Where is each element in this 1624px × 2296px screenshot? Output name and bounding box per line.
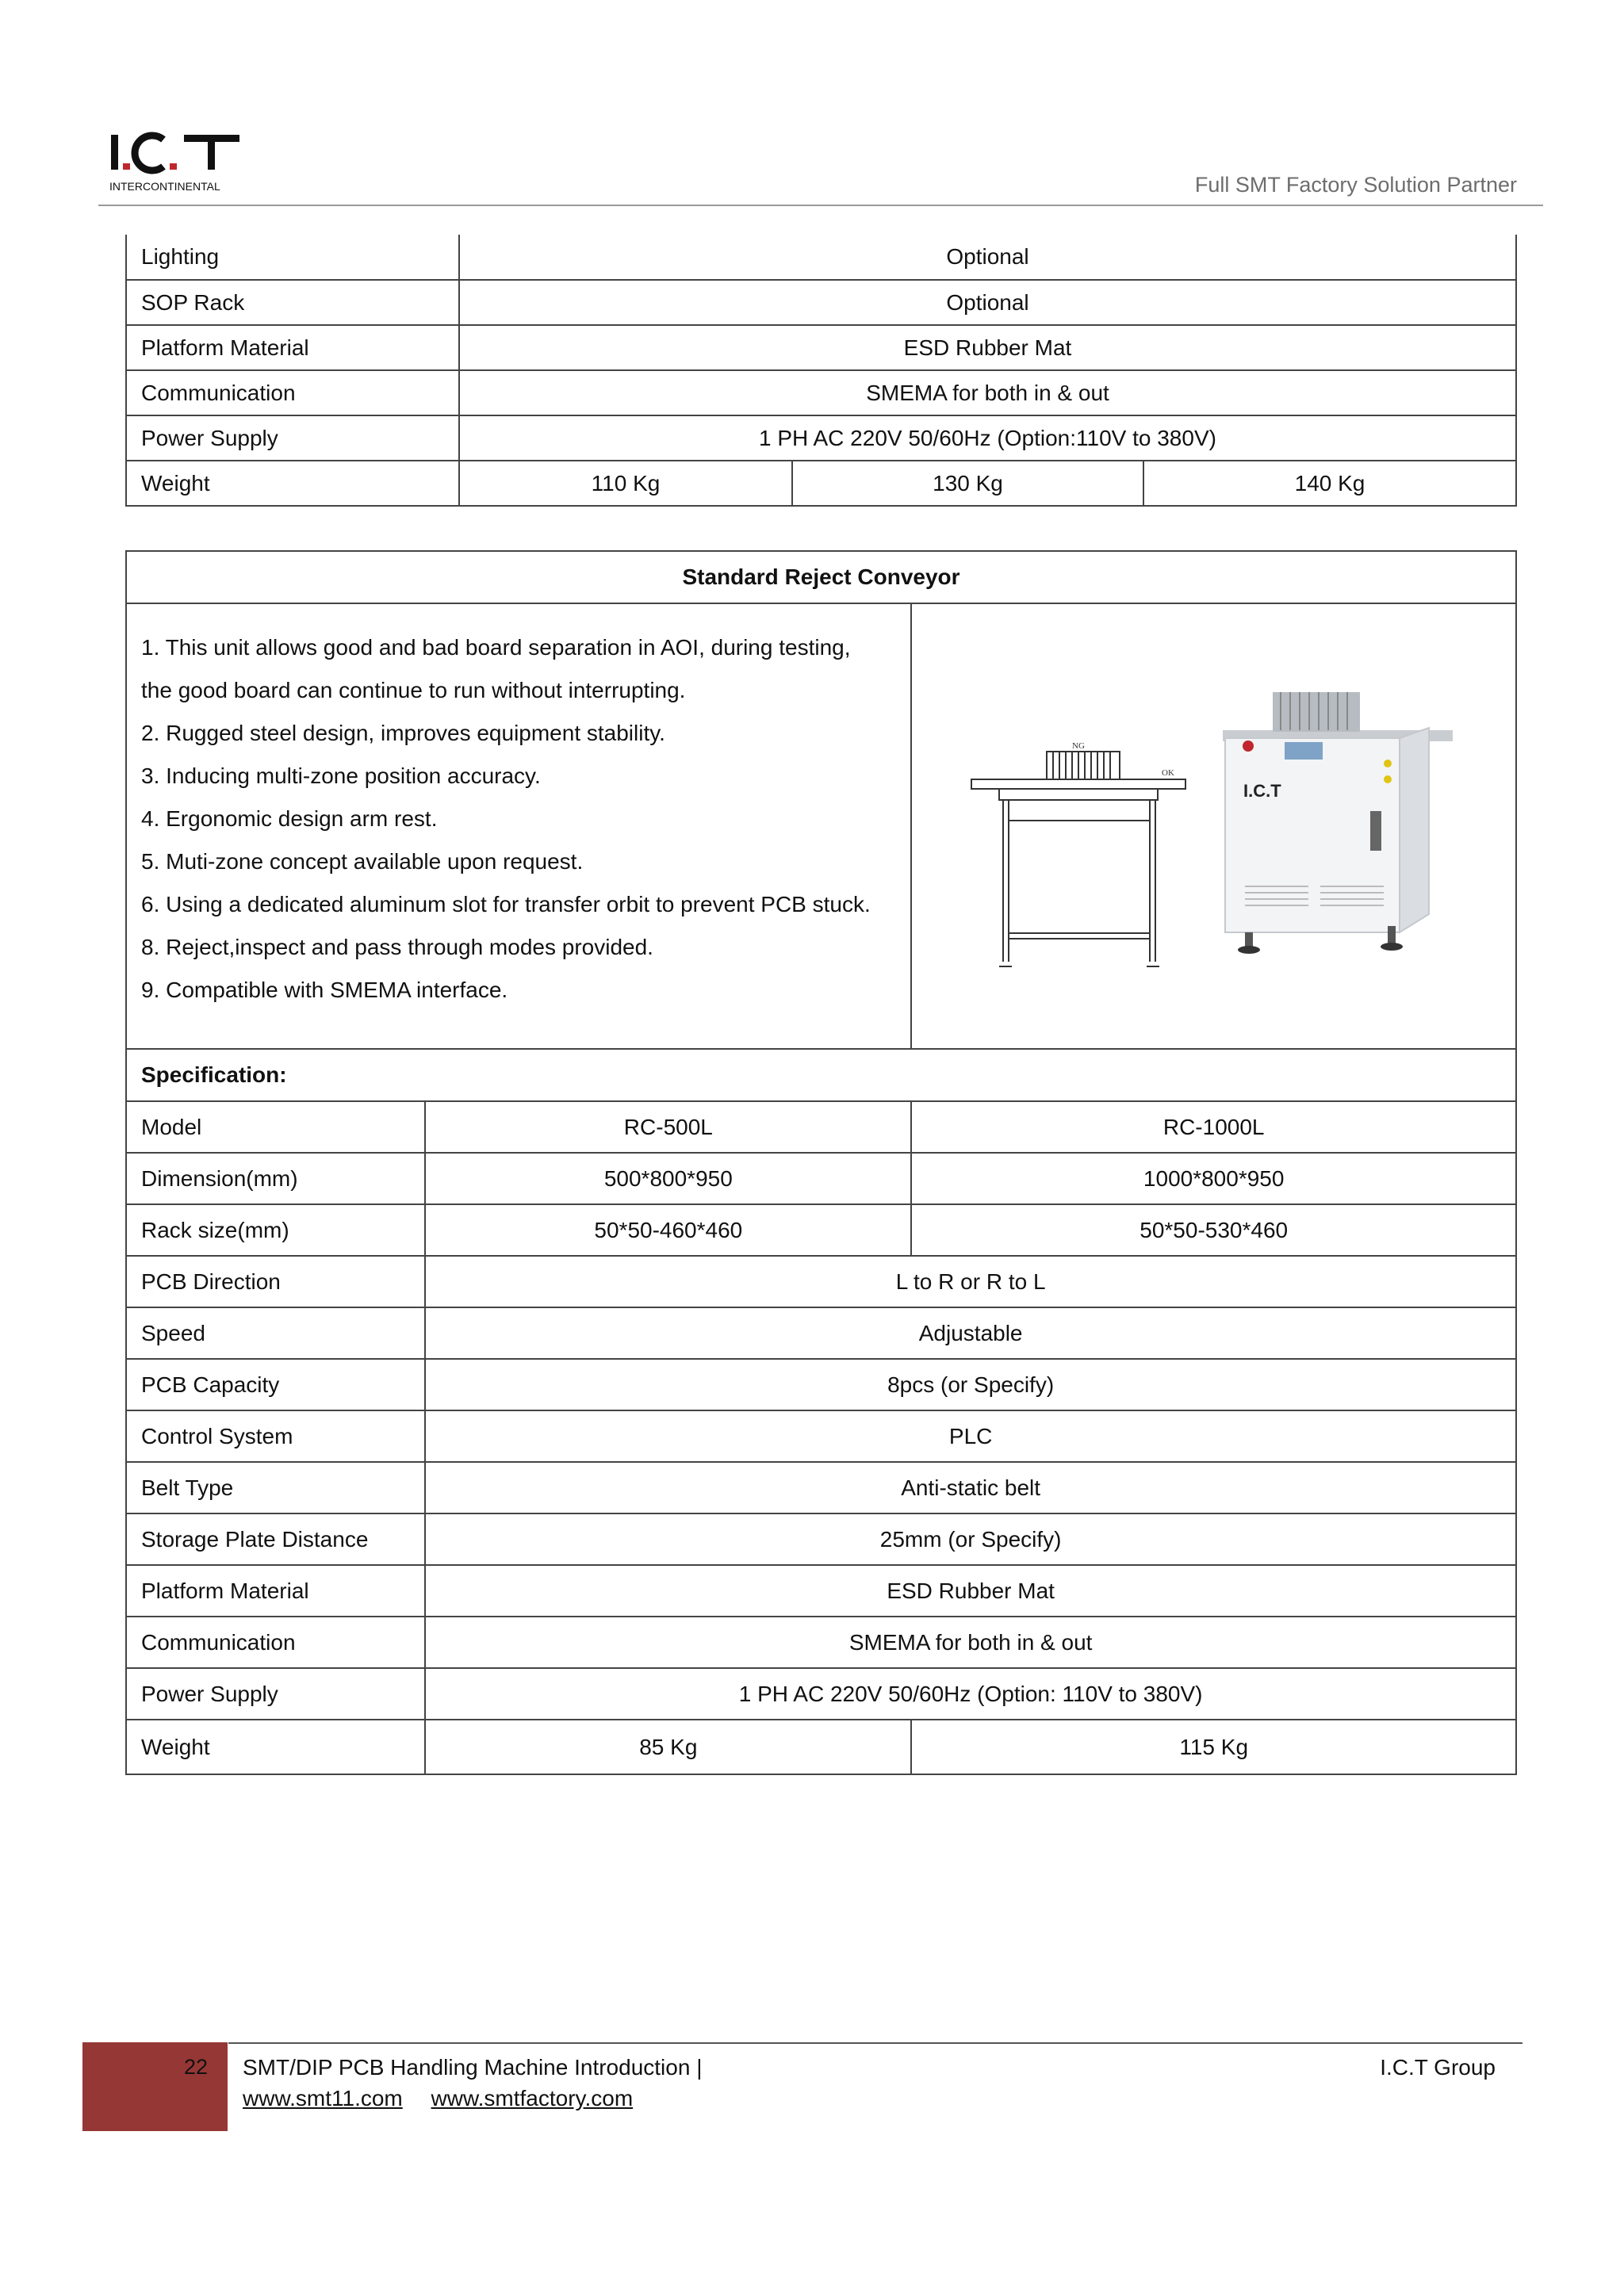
table-row	[126, 1513, 1516, 1565]
row-label: Communication	[126, 1617, 425, 1668]
row-label: Dimension(mm)	[126, 1153, 425, 1204]
footer-link-smt11[interactable]: www.smt11.com	[243, 2086, 403, 2110]
row-value: 1 PH AC 220V 50/60Hz (Option: 110V to 380V)	[425, 1668, 1516, 1720]
list-item: 8. Reject,inspect and pass through modes provided.	[141, 935, 653, 959]
row-label: Storage Plate Distance	[126, 1513, 425, 1565]
footer-title: SMT/DIP PCB Handling Machine Introduction |	[243, 2055, 703, 2080]
row-value: Adjustable	[425, 1307, 1516, 1359]
page-number: 22	[184, 2055, 209, 2079]
row-label: Communication	[126, 370, 459, 415]
footer-divider	[228, 2042, 1522, 2044]
table-row	[126, 1256, 1516, 1307]
list-item: 3. Inducing multi-zone position accuracy.	[141, 763, 541, 788]
row-label: Power Supply	[126, 415, 459, 461]
row-value: 25mm (or Specify)	[425, 1513, 1516, 1565]
reject-conveyor-table	[125, 550, 1517, 1775]
list-item: the good board can continue to run without interrupting.	[141, 678, 686, 702]
row-label: Platform Material	[126, 1565, 425, 1617]
row-label: Lighting	[126, 235, 459, 280]
row-label: Weight	[126, 461, 459, 506]
ok-label: OK	[1162, 767, 1175, 778]
table-row	[126, 1720, 1516, 1774]
row-value: Optional	[459, 235, 1516, 280]
row-label: Control System	[126, 1410, 425, 1462]
row-label: Model	[126, 1101, 425, 1153]
table-row	[126, 370, 1516, 415]
row-value: Optional	[459, 280, 1516, 325]
section-title: Standard Reject Conveyor	[126, 551, 1516, 603]
ict-logo	[108, 127, 266, 198]
weight-value: 85 Kg	[425, 1720, 911, 1774]
list-item: 6. Using a dedicated aluminum slot for transfer orbit to prevent PCB stuck.	[141, 892, 871, 916]
weight-value: 110 Kg	[459, 461, 792, 506]
list-item: 5. Muti-zone concept available upon request.	[141, 849, 584, 874]
row-label: SOP Rack	[126, 280, 459, 325]
footer-company: I.C.T Group	[1380, 2055, 1496, 2080]
dimension-value: 500*800*950	[425, 1153, 911, 1204]
header-tagline: Full SMT Factory Solution Partner	[1194, 173, 1517, 197]
table-row	[126, 1359, 1516, 1410]
spec-table-continued	[125, 235, 1517, 507]
row-value: Anti-static belt	[425, 1462, 1516, 1513]
table-row	[126, 325, 1516, 370]
weight-value: 130 Kg	[792, 461, 1143, 506]
machine-brand-label: I.C.T	[1243, 780, 1282, 801]
row-label: PCB Capacity	[126, 1359, 425, 1410]
header-divider	[98, 205, 1543, 206]
footer-link-smtfactory[interactable]: www.smtfactory.com	[431, 2086, 634, 2110]
feature-list	[126, 603, 911, 1049]
table-row	[126, 1668, 1516, 1720]
table-row	[126, 415, 1516, 461]
list-item: 4. Ergonomic design arm rest.	[141, 806, 438, 831]
reject-conveyor-illustration	[912, 613, 1513, 1035]
row-label: PCB Direction	[126, 1256, 425, 1307]
footer-links	[243, 2086, 655, 2111]
row-value: SMEMA for both in & out	[425, 1617, 1516, 1668]
row-label: Belt Type	[126, 1462, 425, 1513]
list-item: 1. This unit allows good and bad board separation in AOI, during testing,	[141, 635, 851, 660]
table-row	[126, 1617, 1516, 1668]
row-label: Rack size(mm)	[126, 1204, 425, 1256]
product-image-cell	[911, 603, 1516, 1049]
table-row	[126, 461, 1516, 506]
row-label: Speed	[126, 1307, 425, 1359]
row-label: Weight	[126, 1720, 425, 1774]
row-value: 1 PH AC 220V 50/60Hz (Option:110V to 380V)	[459, 415, 1516, 461]
table-row	[126, 235, 1516, 280]
ng-label: NG	[1072, 740, 1086, 751]
row-label: Platform Material	[126, 325, 459, 370]
row-value: L to R or R to L	[425, 1256, 1516, 1307]
logo-subtext: INTERCONTINENTAL	[109, 180, 220, 193]
table-row	[126, 280, 1516, 325]
list-item: 9. Compatible with SMEMA interface.	[141, 978, 508, 1002]
model-value: RC-500L	[425, 1101, 911, 1153]
rack-size-value: 50*50-530*460	[911, 1204, 1516, 1256]
row-label: Power Supply	[126, 1668, 425, 1720]
row-value: 8pcs (or Specify)	[425, 1359, 1516, 1410]
table-row	[126, 1410, 1516, 1462]
dimension-value: 1000*800*950	[911, 1153, 1516, 1204]
table-row	[126, 1307, 1516, 1359]
table-row	[126, 1462, 1516, 1513]
model-value: RC-1000L	[911, 1101, 1516, 1153]
table-row	[126, 1565, 1516, 1617]
row-value: SMEMA for both in & out	[459, 370, 1516, 415]
list-item: 2. Rugged steel design, improves equipment stability.	[141, 721, 665, 745]
rack-size-value: 50*50-460*460	[425, 1204, 911, 1256]
table-row	[126, 1204, 1516, 1256]
weight-value: 140 Kg	[1143, 461, 1516, 506]
table-row	[126, 1101, 1516, 1153]
row-value: PLC	[425, 1410, 1516, 1462]
row-value: ESD Rubber Mat	[425, 1565, 1516, 1617]
weight-value: 115 Kg	[911, 1720, 1516, 1774]
specification-heading: Specification:	[126, 1049, 1516, 1101]
table-row	[126, 1153, 1516, 1204]
row-value: ESD Rubber Mat	[459, 325, 1516, 370]
